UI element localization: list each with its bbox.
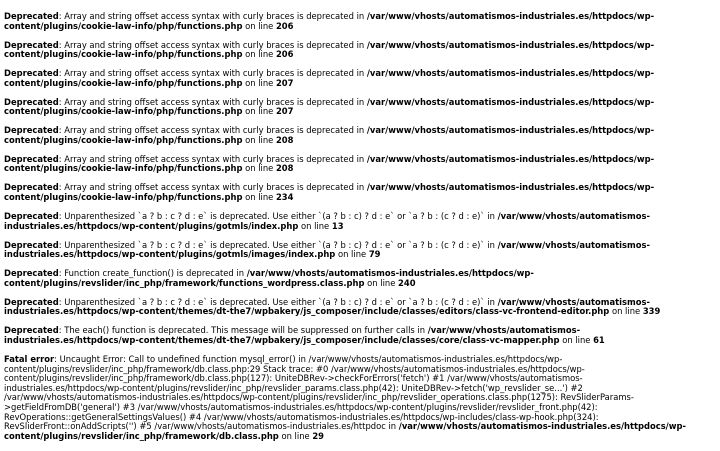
- error-level: Deprecated: [4, 96, 59, 107]
- error-line-number: 208: [275, 134, 294, 145]
- error-file-path: /var/www/vhosts/automatismos-industriales.es/httpdocs/wp-content/plugins/cookie-law-info/php/functions.php: [4, 96, 655, 117]
- error-text: : Function create_function() is deprecated in: [58, 268, 247, 279]
- error-file-path: /var/www/vhosts/automatismos-industriales.es/httpdocs/wp-content/themes/dt-the7/wpbakery/js_composer/include/classes/core/class-vc-mapper.php: [4, 325, 581, 345]
- error-level: Fatal error: [4, 353, 55, 364]
- error-line-number: 29: [312, 430, 324, 441]
- error-message: [4, 183, 694, 202]
- on-line-text: on line: [559, 334, 594, 345]
- error-file-path: /var/www/vhosts/automatismos-industriales.es/httpdocs/wp-content/plugins/cookie-law-info/php/functions.php: [4, 125, 655, 145]
- on-line-text: on line: [242, 134, 276, 145]
- error-text: : Array and string offset access syntax with curly braces is deprecated in: [58, 96, 367, 107]
- error-message: [4, 298, 694, 317]
- on-line-text: on line: [242, 163, 276, 174]
- error-level: Deprecated: [4, 182, 59, 193]
- error-file-path: /var/www/vhosts/automatismos-industriales.es/httpdocs/wp-content/plugins/cookie-law-info/php/functions.php: [4, 182, 655, 203]
- error-text: : Array and string offset access syntax with curly braces is deprecated in: [58, 39, 367, 50]
- error-level: Deprecated: [4, 153, 59, 164]
- error-level: Deprecated: [4, 211, 59, 222]
- error-message: [4, 241, 694, 260]
- on-line-text: on line: [298, 220, 332, 231]
- on-line-text: on line: [242, 106, 276, 117]
- error-line-number: 339: [642, 306, 661, 317]
- on-line-text: on line: [242, 49, 276, 60]
- error-file-path: /var/www/vhosts/automatismos-industriales.es/httpdocs/wp-content/plugins/cookie-law-info/php/functions.php: [4, 68, 655, 88]
- php-error-output: [4, 12, 694, 451]
- error-text: : Uncaught Error: Call to undefined function mysql_error() in /var/www/vhosts/automatismos-industriales.es/httpdocs/wp-content/plugins/revslider/inc_php/framework/db.class.php:29 Stack trace: #0 /var/www/vhosts/automatismos-industriales.es/httpdocs/wp-content/plugins/revslider/inc_php/framework/db.class.php(127): UniteDBRev->checkForErrors('fetch') #1 /var/www/vhosts/automatismos-industriales.es/httpdocs/wp-content/plugins/revslider/inc_php/revslider_params.class.php(42): UniteDBRev->fetch('wp_revslider_se...') #2 /var/www/vhosts/automatismos-industriales.es/httpdocs/wp-content/plugins/revslider/inc_php/revslider_operations.class.php(1275): RevSliderParams->getFieldFromDB('general') #3 /var/www/vhosts/automatismos-industriales.es/httpdocs/wp-content/plugins/revslider/revslider_front.php(42): RevOperations::getGeneralSettingsValues() #4 /var/www/vhosts/automatismos-industriales.es/httpdocs/wp-includes/class-wp-hook.php(324): RevSliderFront::onAddScripts('') #5 /var/www/vhosts/automatismos-industriales.es/httpdoc in: [4, 353, 634, 432]
- error-line-number: 240: [398, 277, 416, 288]
- on-line-text: on line: [242, 192, 276, 203]
- error-message: [4, 326, 694, 345]
- error-text: : Array and string offset access syntax with curly braces is deprecated in: [58, 125, 367, 136]
- on-line-text: on line: [335, 249, 369, 260]
- error-message: [4, 126, 694, 145]
- error-text: : Array and string offset access syntax with curly braces is deprecated in: [58, 153, 367, 164]
- error-line-number: 79: [368, 249, 381, 260]
- on-line-text: on line: [364, 277, 399, 288]
- error-message: [4, 98, 694, 117]
- error-line-number: 207: [275, 77, 294, 88]
- error-file-path: /var/www/vhosts/automatismos-industriales.es/httpdocs/wp-content/plugins/cookie-law-info/php/functions.php: [4, 39, 655, 60]
- on-line-text: on line: [278, 430, 313, 441]
- error-text: : Unparenthesized `a ? b : c ? d : e` is deprecated. Use either `(a ? b : c) ? d : e` or `a ? b : (c ? d : e)` in: [58, 296, 498, 307]
- error-level: Deprecated: [4, 325, 59, 336]
- error-level: Deprecated: [4, 296, 59, 307]
- error-level: Deprecated: [4, 68, 59, 79]
- error-text: : Array and string offset access syntax with curly braces is deprecated in: [58, 11, 367, 21]
- error-file-path: /var/www/vhosts/automatismos-industriales.es/httpdocs/wp-content/plugins/gotmls/index.php: [4, 211, 650, 231]
- error-text: : Unparenthesized `a ? b : c ? d : e` is deprecated. Use either `(a ? b : c) ? d : e` or `a ? b : (c ? d : e)` in: [58, 211, 498, 222]
- error-file-path: /var/www/vhosts/automatismos-industriales.es/httpdocs/wp-content/plugins/revslider/inc_php/framework/functions_wordpress.class.php: [4, 268, 534, 288]
- error-line-number: 207: [275, 106, 294, 117]
- error-text: : The each() function is deprecated. This message will be suppressed on further calls in: [58, 325, 428, 336]
- on-line-text: on line: [242, 20, 276, 31]
- error-file-path: /var/www/vhosts/automatismos-industriales.es/httpdocs/wp-content/plugins/cookie-law-info/php/functions.php: [4, 11, 655, 31]
- error-level: Deprecated: [4, 268, 59, 279]
- error-line-number: 61: [593, 334, 605, 345]
- error-text: : Array and string offset access syntax with curly braces is deprecated in: [58, 68, 367, 79]
- on-line-text: on line: [609, 306, 643, 317]
- error-level: Deprecated: [4, 125, 59, 136]
- on-line-text: on line: [242, 77, 276, 88]
- error-file-path: /var/www/vhosts/automatismos-industriales.es/httpdocs/wp-content/themes/dt-the7/wpbakery/js_composer/include/classes/editors/class-vc-frontend-editor.php: [4, 296, 650, 317]
- error-message: [4, 41, 694, 60]
- error-level: Deprecated: [4, 11, 59, 21]
- error-file-path: /var/www/vhosts/automatismos-industriales.es/httpdocs/wp-content/plugins/revslider/inc_php/framework/db.class.php: [4, 421, 686, 441]
- error-line-number: 206: [275, 20, 294, 31]
- fatal-error-message: [4, 355, 694, 441]
- error-message: [4, 269, 694, 288]
- error-line-number: 13: [331, 220, 344, 231]
- error-message: [4, 212, 694, 231]
- error-line-number: 234: [275, 192, 294, 203]
- error-message: [4, 155, 694, 174]
- error-file-path: /var/www/vhosts/automatismos-industriales.es/httpdocs/wp-content/plugins/cookie-law-info/php/functions.php: [4, 153, 655, 174]
- error-message: [4, 12, 694, 31]
- error-text: : Unparenthesized `a ? b : c ? d : e` is deprecated. Use either `(a ? b : c) ? d : e` or `a ? b : (c ? d : e)` in: [58, 239, 498, 250]
- error-file-path: /var/www/vhosts/automatismos-industriales.es/httpdocs/wp-content/plugins/gotmls/images/index.php: [4, 239, 650, 260]
- error-level: Deprecated: [4, 39, 59, 50]
- error-line-number: 208: [275, 163, 294, 174]
- error-text: : Array and string offset access syntax with curly braces is deprecated in: [58, 182, 367, 193]
- error-level: Deprecated: [4, 239, 59, 250]
- error-message: [4, 69, 694, 88]
- error-line-number: 206: [275, 49, 294, 60]
